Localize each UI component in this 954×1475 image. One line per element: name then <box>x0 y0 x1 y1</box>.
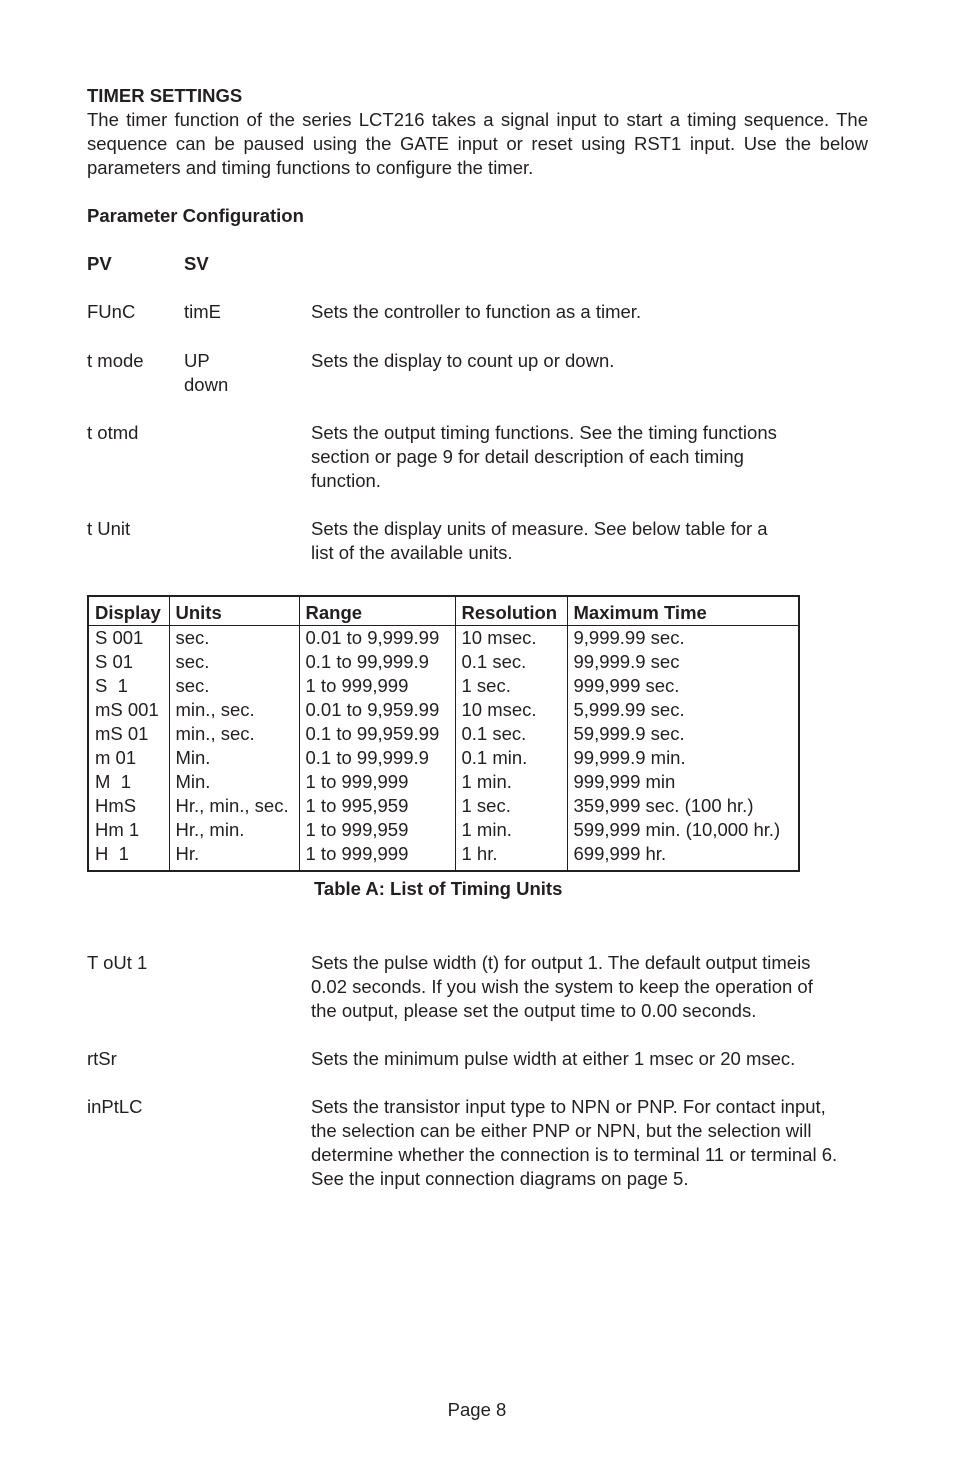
cell-maximum-time: 5,999.99 sec. <box>567 698 799 722</box>
description-line: section or page 9 for detail description of each timing <box>311 446 744 467</box>
cell-display: H 1 <box>88 842 169 871</box>
cell-units: min., sec. <box>169 722 299 746</box>
cell-range: 0.01 to 9,999.99 <box>299 626 455 651</box>
intro-line: The timer function of the series LCT216 takes a signal input to start a timing sequence. The <box>87 109 868 130</box>
table-row <box>88 722 799 746</box>
sv-option: UP <box>184 350 210 371</box>
table-row <box>88 770 799 794</box>
timing-units-table <box>87 595 800 872</box>
table-row <box>88 626 799 651</box>
param-pv: rtSr <box>87 1048 117 1069</box>
table-row <box>88 650 799 674</box>
param-pv: t Unit <box>87 518 131 539</box>
cell-display: S 001 <box>88 626 169 651</box>
cell-display: Hm 1 <box>88 818 169 842</box>
table-row <box>88 842 799 871</box>
cell-units: sec. <box>169 674 299 698</box>
description-line: function. <box>311 470 381 491</box>
intro-line: parameters and timing functions to configure the timer. <box>87 157 534 178</box>
cell-maximum-time: 9,999.99 sec. <box>567 626 799 651</box>
cell-display: HmS <box>88 794 169 818</box>
param-pv: FUnC <box>87 301 136 322</box>
intro-paragraph <box>87 108 868 180</box>
cell-resolution: 10 msec. <box>455 698 567 722</box>
sv-option: down <box>184 374 229 395</box>
header-resolution: Resolution <box>455 596 567 626</box>
description-line: determine whether the connection is to terminal 11 or terminal 6. <box>311 1144 838 1165</box>
intro-line: sequence can be paused using the GATE input or reset using RST1 input. Use the below <box>87 133 868 154</box>
table-row <box>88 674 799 698</box>
description-line: Sets the display units of measure. See below table for a <box>311 518 768 539</box>
cell-maximum-time: 99,999.9 min. <box>567 746 799 770</box>
header-units: Units <box>169 596 299 626</box>
cell-range: 0.01 to 9,959.99 <box>299 698 455 722</box>
cell-resolution: 10 msec. <box>455 626 567 651</box>
cell-range: 1 to 995,959 <box>299 794 455 818</box>
cell-range: 1 to 999,999 <box>299 770 455 794</box>
description-line: Sets the display to count up or down. <box>311 350 615 371</box>
param-pv: inPtLC <box>87 1096 143 1117</box>
pv-column-header: PV <box>87 253 112 274</box>
cell-units: Min. <box>169 770 299 794</box>
cell-resolution: 1 min. <box>455 770 567 794</box>
header-maximum-time: Maximum Time <box>567 596 799 626</box>
table-row <box>88 698 799 722</box>
sv-column-header: SV <box>184 253 209 274</box>
param-pv: t mode <box>87 350 144 371</box>
param-description <box>311 517 768 565</box>
header-range: Range <box>299 596 455 626</box>
cell-maximum-time: 359,999 sec. (100 hr.) <box>567 794 799 818</box>
cell-maximum-time: 599,999 min. (10,000 hr.) <box>567 818 799 842</box>
page-number: Page 8 <box>447 1399 507 1420</box>
param-description <box>311 300 641 324</box>
cell-maximum-time: 699,999 hr. <box>567 842 799 871</box>
cell-resolution: 1 min. <box>455 818 567 842</box>
parameter-configuration-heading: Parameter Configuration <box>87 205 304 226</box>
description-line: Sets the output timing functions. See the timing functions <box>311 422 777 443</box>
description-line: See the input connection diagrams on page 5. <box>311 1168 689 1189</box>
table-row <box>88 746 799 770</box>
cell-display: mS 01 <box>88 722 169 746</box>
cell-range: 0.1 to 99,999.9 <box>299 746 455 770</box>
cell-units: min., sec. <box>169 698 299 722</box>
header-display: Display <box>88 596 169 626</box>
cell-units: Hr., min. <box>169 818 299 842</box>
param-sv <box>184 349 228 397</box>
cell-range: 1 to 999,999 <box>299 842 455 871</box>
cell-range: 1 to 999,959 <box>299 818 455 842</box>
description-line: the output, please set the output time to 0.00 seconds. <box>311 1000 757 1021</box>
cell-maximum-time: 59,999.9 sec. <box>567 722 799 746</box>
cell-resolution: 1 hr. <box>455 842 567 871</box>
param-pv: T oUt 1 <box>87 952 148 973</box>
table-row <box>88 794 799 818</box>
description-line: Sets the pulse width (t) for output 1. The default output timeis <box>311 952 811 973</box>
cell-display: S 1 <box>88 674 169 698</box>
description-line: Sets the transistor input type to NPN or PNP. For contact input, <box>311 1096 826 1117</box>
param-description <box>311 349 614 373</box>
param-description <box>311 951 813 1023</box>
cell-display: m 01 <box>88 746 169 770</box>
cell-range: 1 to 999,999 <box>299 674 455 698</box>
table-header-row <box>88 596 799 626</box>
param-sv: timE <box>184 301 221 322</box>
description-line: Sets the minimum pulse width at either 1 msec or 20 msec. <box>311 1048 796 1069</box>
param-description <box>311 1095 837 1191</box>
description-line: Sets the controller to function as a timer. <box>311 301 642 322</box>
cell-resolution: 0.1 sec. <box>455 650 567 674</box>
param-description <box>311 1047 795 1071</box>
section-heading: TIMER SETTINGS <box>87 85 243 106</box>
cell-range: 0.1 to 99,959.99 <box>299 722 455 746</box>
param-description <box>311 421 777 493</box>
cell-units: Hr. <box>169 842 299 871</box>
table-caption: Table A: List of Timing Units <box>314 878 563 899</box>
cell-maximum-time: 999,999 min <box>567 770 799 794</box>
table-row <box>88 818 799 842</box>
cell-resolution: 1 sec. <box>455 794 567 818</box>
cell-units: Min. <box>169 746 299 770</box>
cell-resolution: 1 sec. <box>455 674 567 698</box>
cell-display: M 1 <box>88 770 169 794</box>
cell-maximum-time: 999,999 sec. <box>567 674 799 698</box>
cell-units: Hr., min., sec. <box>169 794 299 818</box>
cell-units: sec. <box>169 650 299 674</box>
description-line: list of the available units. <box>311 542 513 563</box>
cell-display: S 01 <box>88 650 169 674</box>
cell-units: sec. <box>169 626 299 651</box>
cell-resolution: 0.1 min. <box>455 746 567 770</box>
description-line: 0.02 seconds. If you wish the system to keep the operation of <box>311 976 813 997</box>
param-pv: t otmd <box>87 422 139 443</box>
description-line: the selection can be either PNP or NPN, but the selection will <box>311 1120 812 1141</box>
cell-display: mS 001 <box>88 698 169 722</box>
cell-maximum-time: 99,999.9 sec <box>567 650 799 674</box>
cell-range: 0.1 to 99,999.9 <box>299 650 455 674</box>
cell-resolution: 0.1 sec. <box>455 722 567 746</box>
